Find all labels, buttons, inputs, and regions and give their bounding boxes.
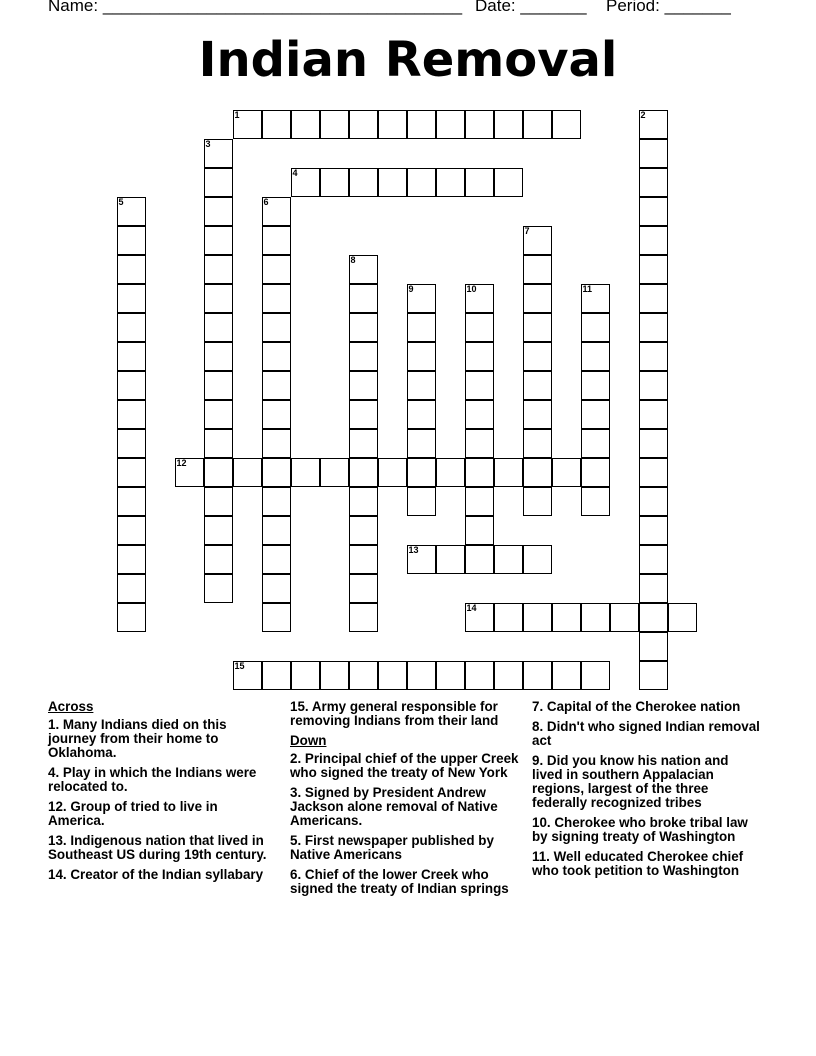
grid-cell[interactable] xyxy=(581,458,610,487)
grid-cell[interactable] xyxy=(639,516,668,545)
clue-item-text: Army general responsible for removing Indians from their land xyxy=(290,699,499,728)
grid-cell[interactable] xyxy=(233,110,262,139)
clue-number: 14 xyxy=(466,602,477,613)
grid-cell[interactable] xyxy=(581,487,610,516)
grid-cell[interactable] xyxy=(407,168,436,197)
clue-item-number: 15. xyxy=(290,699,309,714)
grid-cell[interactable] xyxy=(204,255,233,284)
grid-cell[interactable] xyxy=(610,603,639,632)
grid-cell[interactable] xyxy=(523,429,552,458)
clue-item-number: 6. xyxy=(290,867,302,882)
clue-item-number: 5. xyxy=(290,833,302,848)
grid-cell[interactable] xyxy=(523,226,552,255)
clue-number: 9 xyxy=(408,283,414,294)
grid-cell[interactable] xyxy=(523,545,552,574)
grid-cell[interactable] xyxy=(523,400,552,429)
clue-item xyxy=(48,834,276,862)
clue-item xyxy=(532,700,762,714)
grid-cell[interactable] xyxy=(320,168,349,197)
grid-cell[interactable] xyxy=(552,110,581,139)
grid-cell[interactable] xyxy=(204,197,233,226)
grid-cell[interactable] xyxy=(552,458,581,487)
grid-cell[interactable] xyxy=(639,110,668,139)
grid-cell[interactable] xyxy=(349,342,378,371)
grid-cell[interactable] xyxy=(262,255,291,284)
grid-cell[interactable] xyxy=(204,313,233,342)
grid-cell[interactable] xyxy=(117,313,146,342)
grid-cell[interactable] xyxy=(204,458,233,487)
grid-cell[interactable] xyxy=(465,661,494,690)
clue-item-number: 11. xyxy=(532,849,550,864)
grid-cell[interactable] xyxy=(494,458,523,487)
clue-item-number: 8. xyxy=(532,719,544,734)
clue-number: 4 xyxy=(292,167,298,178)
period-line[interactable]: _______ xyxy=(664,0,731,15)
grid-cell[interactable] xyxy=(668,603,697,632)
clue-item xyxy=(532,816,762,844)
clue-number: 7 xyxy=(524,225,530,236)
clue-item-text: Chief of the lower Creek who signed the treaty of Indian springs xyxy=(290,867,509,896)
grid-cell[interactable] xyxy=(204,284,233,313)
grid-cell[interactable] xyxy=(639,342,668,371)
clue-item-number: 10. xyxy=(532,815,551,830)
clue-item-text: Didn't who signed Indian removal act xyxy=(532,719,760,748)
grid-cell[interactable] xyxy=(639,371,668,400)
grid-cell[interactable] xyxy=(378,110,407,139)
grid-cell[interactable] xyxy=(639,429,668,458)
grid-cell[interactable] xyxy=(349,110,378,139)
grid-cell[interactable] xyxy=(639,603,668,632)
grid-cell[interactable] xyxy=(175,458,204,487)
grid-cell[interactable] xyxy=(349,574,378,603)
grid-cell[interactable] xyxy=(262,342,291,371)
grid-cell[interactable] xyxy=(465,603,494,632)
grid-cell[interactable] xyxy=(407,110,436,139)
grid-cell[interactable] xyxy=(465,545,494,574)
grid-cell[interactable] xyxy=(407,487,436,516)
grid-cell[interactable] xyxy=(465,400,494,429)
grid-cell[interactable] xyxy=(581,603,610,632)
grid-cell[interactable] xyxy=(552,661,581,690)
across-clue-list xyxy=(48,718,276,882)
grid-cell[interactable] xyxy=(233,458,262,487)
grid-cell[interactable] xyxy=(349,168,378,197)
period-label: Period: xyxy=(606,0,660,15)
clue-item-text: Signed by President Andrew Jackson alone removal of Native Americans. xyxy=(290,785,498,828)
grid-cell[interactable] xyxy=(581,371,610,400)
grid-cell[interactable] xyxy=(291,110,320,139)
grid-cell[interactable] xyxy=(349,284,378,313)
grid-cell[interactable] xyxy=(378,168,407,197)
grid-cell[interactable] xyxy=(117,197,146,226)
clue-number: 15 xyxy=(234,660,245,671)
clue-item xyxy=(48,766,276,794)
clue-number: 5 xyxy=(118,196,124,207)
grid-cell[interactable] xyxy=(639,487,668,516)
grid-cell[interactable] xyxy=(291,168,320,197)
down-heading: Down xyxy=(290,733,327,748)
grid-cell[interactable] xyxy=(378,458,407,487)
grid-cell[interactable] xyxy=(581,313,610,342)
grid-cell[interactable] xyxy=(262,284,291,313)
grid-cell[interactable] xyxy=(639,168,668,197)
grid-cell[interactable] xyxy=(204,516,233,545)
grid-cell[interactable] xyxy=(262,574,291,603)
grid-cell[interactable] xyxy=(349,255,378,284)
down-clue-list-continued xyxy=(532,700,762,878)
clue-item xyxy=(290,786,522,828)
grid-cell[interactable] xyxy=(523,284,552,313)
grid-cell[interactable] xyxy=(581,400,610,429)
grid-cell[interactable] xyxy=(262,371,291,400)
grid-cell[interactable] xyxy=(204,226,233,255)
grid-cell[interactable] xyxy=(581,342,610,371)
down-clue-list xyxy=(290,752,522,896)
grid-cell[interactable] xyxy=(233,661,262,690)
grid-cell[interactable] xyxy=(262,400,291,429)
grid-cell[interactable] xyxy=(204,574,233,603)
clue-item-text: Capital of the Cherokee nation xyxy=(546,699,741,714)
clues-column-1 xyxy=(48,700,276,888)
clue-number: 10 xyxy=(466,283,477,294)
grid-cell[interactable] xyxy=(465,284,494,313)
grid-cell[interactable] xyxy=(349,487,378,516)
clue-item-number: 4. xyxy=(48,765,60,780)
clue-item xyxy=(48,800,276,828)
clue-item-text: Group of tried to live in America. xyxy=(48,799,218,828)
grid-cell[interactable] xyxy=(523,255,552,284)
grid-cell[interactable] xyxy=(204,168,233,197)
grid-cell[interactable] xyxy=(407,429,436,458)
clue-number: 2 xyxy=(640,109,646,120)
grid-cell[interactable] xyxy=(349,661,378,690)
grid-cell[interactable] xyxy=(204,400,233,429)
clue-item xyxy=(532,850,762,878)
grid-cell[interactable] xyxy=(494,168,523,197)
clue-item xyxy=(290,868,522,896)
name-label: Name: xyxy=(48,0,99,15)
grid-cell[interactable] xyxy=(349,458,378,487)
grid-cell[interactable] xyxy=(436,458,465,487)
grid-cell[interactable] xyxy=(639,197,668,226)
grid-cell[interactable] xyxy=(262,429,291,458)
grid-cell[interactable] xyxy=(117,545,146,574)
clues-column-2 xyxy=(290,700,522,902)
grid-cell[interactable] xyxy=(262,487,291,516)
grid-cell[interactable] xyxy=(204,429,233,458)
grid-cell[interactable] xyxy=(523,458,552,487)
grid-cell[interactable] xyxy=(349,313,378,342)
grid-cell[interactable] xyxy=(494,545,523,574)
clue-number: 1 xyxy=(234,109,240,120)
clue-item-text: First newspaper published by Native Americans xyxy=(290,833,494,862)
grid-cell[interactable] xyxy=(117,458,146,487)
clue-item-text: Did you know his nation and lived in southern Appalacian regions, largest of the three federally recognized tribes xyxy=(532,753,729,810)
grid-cell[interactable] xyxy=(523,110,552,139)
clue-item-text: Creator of the Indian syllabary xyxy=(70,867,264,882)
grid-cell[interactable] xyxy=(465,110,494,139)
clue-item xyxy=(48,868,276,882)
grid-cell[interactable] xyxy=(291,458,320,487)
grid-cell[interactable] xyxy=(639,574,668,603)
grid-cell[interactable] xyxy=(117,487,146,516)
grid-cell[interactable] xyxy=(204,545,233,574)
grid-cell[interactable] xyxy=(523,313,552,342)
clue-item-text: Cherokee who broke tribal law by signing treaty of Washington xyxy=(532,815,748,844)
grid-cell[interactable] xyxy=(465,313,494,342)
clue-item-text: Play in which the Indians were relocated to. xyxy=(48,765,257,794)
grid-cell[interactable] xyxy=(639,458,668,487)
clue-item-number: 12. xyxy=(48,799,67,814)
grid-cell[interactable] xyxy=(262,110,291,139)
clue-item-text: Well educated Cherokee chief who took petition to Washington xyxy=(532,849,744,878)
clue-item xyxy=(290,752,522,780)
grid-cell[interactable] xyxy=(117,342,146,371)
date-line[interactable]: _______ xyxy=(520,0,587,15)
clue-item-number: 14. xyxy=(48,867,67,882)
clue-number: 13 xyxy=(408,544,419,555)
grid-cell[interactable] xyxy=(407,545,436,574)
grid-cell[interactable] xyxy=(349,516,378,545)
grid-cell[interactable] xyxy=(523,342,552,371)
grid-cell[interactable] xyxy=(581,429,610,458)
grid-cell[interactable] xyxy=(465,342,494,371)
clue-item-text: Many Indians died on this journey from their home to Oklahoma. xyxy=(48,717,227,760)
grid-cell[interactable] xyxy=(407,458,436,487)
grid-cell[interactable] xyxy=(465,371,494,400)
grid-cell[interactable] xyxy=(465,516,494,545)
grid-cell[interactable] xyxy=(639,400,668,429)
grid-cell[interactable] xyxy=(262,458,291,487)
grid-cell[interactable] xyxy=(523,487,552,516)
grid-cell[interactable] xyxy=(117,226,146,255)
clue-item-number: 3. xyxy=(290,785,302,800)
grid-cell[interactable] xyxy=(320,458,349,487)
grid-cell[interactable] xyxy=(117,516,146,545)
grid-cell[interactable] xyxy=(436,168,465,197)
grid-cell[interactable] xyxy=(291,661,320,690)
grid-cell[interactable] xyxy=(407,342,436,371)
grid-cell[interactable] xyxy=(407,313,436,342)
clue-number: 6 xyxy=(263,196,269,207)
grid-cell[interactable] xyxy=(407,661,436,690)
clue-number: 3 xyxy=(205,138,211,149)
across-heading: Across xyxy=(48,699,94,714)
clue-number: 11 xyxy=(582,283,593,294)
clue-item-number: 2. xyxy=(290,751,302,766)
clue-item xyxy=(48,718,276,760)
grid-cell[interactable] xyxy=(117,255,146,284)
clues-column-3 xyxy=(532,700,762,884)
grid-cell[interactable] xyxy=(262,603,291,632)
grid-cell[interactable] xyxy=(639,226,668,255)
clue-item xyxy=(290,834,522,862)
grid-cell[interactable] xyxy=(581,284,610,313)
clue-item xyxy=(532,720,762,748)
grid-cell[interactable] xyxy=(639,545,668,574)
grid-cell[interactable] xyxy=(117,603,146,632)
grid-cell[interactable] xyxy=(465,458,494,487)
grid-cell[interactable] xyxy=(262,313,291,342)
grid-cell[interactable] xyxy=(204,371,233,400)
clue-item-number: 1. xyxy=(48,717,60,732)
clue-item-number: 7. xyxy=(532,699,544,714)
grid-cell[interactable] xyxy=(262,197,291,226)
grid-cell[interactable] xyxy=(494,661,523,690)
clue-number: 12 xyxy=(176,457,187,468)
grid-cell[interactable] xyxy=(117,371,146,400)
grid-cell[interactable] xyxy=(349,429,378,458)
grid-cell[interactable] xyxy=(639,661,668,690)
grid-cell[interactable] xyxy=(436,110,465,139)
grid-cell[interactable] xyxy=(639,139,668,168)
grid-cell[interactable] xyxy=(639,284,668,313)
date-label: Date: xyxy=(475,0,516,15)
grid-cell[interactable] xyxy=(436,661,465,690)
grid-cell[interactable] xyxy=(465,429,494,458)
clue-item-text: Indigenous nation that lived in Southeast US during 19th century. xyxy=(48,833,267,862)
grid-cell[interactable] xyxy=(523,603,552,632)
grid-cell[interactable] xyxy=(581,661,610,690)
grid-cell[interactable] xyxy=(407,371,436,400)
grid-cell[interactable] xyxy=(262,545,291,574)
grid-cell[interactable] xyxy=(465,487,494,516)
grid-cell[interactable] xyxy=(320,110,349,139)
grid-cell[interactable] xyxy=(494,603,523,632)
grid-cell[interactable] xyxy=(407,400,436,429)
grid-cell[interactable] xyxy=(523,661,552,690)
grid-cell[interactable] xyxy=(117,400,146,429)
grid-cell[interactable] xyxy=(262,661,291,690)
clue-number: 8 xyxy=(350,254,356,265)
clue-item-text: Principal chief of the upper Creek who signed the treaty of New York xyxy=(290,751,519,780)
grid-cell[interactable] xyxy=(494,110,523,139)
clue-item-number: 13. xyxy=(48,833,67,848)
name-line[interactable]: ______________________________________ xyxy=(102,0,463,15)
clue-item-number: 9. xyxy=(532,753,544,768)
clue-item xyxy=(290,700,522,728)
grid-cell[interactable] xyxy=(204,487,233,516)
grid-cell[interactable] xyxy=(349,545,378,574)
grid-cell[interactable] xyxy=(204,139,233,168)
grid-cell[interactable] xyxy=(349,400,378,429)
grid-cell[interactable] xyxy=(552,603,581,632)
grid-cell[interactable] xyxy=(639,632,668,661)
grid-cell[interactable] xyxy=(117,429,146,458)
clue-item xyxy=(532,754,762,810)
grid-cell[interactable] xyxy=(262,226,291,255)
grid-cell[interactable] xyxy=(523,371,552,400)
grid-cell[interactable] xyxy=(349,603,378,632)
grid-cell[interactable] xyxy=(262,516,291,545)
grid-cell[interactable] xyxy=(204,342,233,371)
grid-cell[interactable] xyxy=(349,371,378,400)
grid-cell[interactable] xyxy=(465,168,494,197)
grid-cell[interactable] xyxy=(320,661,349,690)
grid-cell[interactable] xyxy=(117,574,146,603)
grid-cell[interactable] xyxy=(639,255,668,284)
across-clue-list-continued xyxy=(290,700,522,728)
grid-cell[interactable] xyxy=(436,545,465,574)
grid-cell[interactable] xyxy=(117,284,146,313)
grid-cell[interactable] xyxy=(407,284,436,313)
grid-cell[interactable] xyxy=(639,313,668,342)
grid-cell[interactable] xyxy=(378,661,407,690)
page-title: Indian Removal xyxy=(198,32,618,88)
